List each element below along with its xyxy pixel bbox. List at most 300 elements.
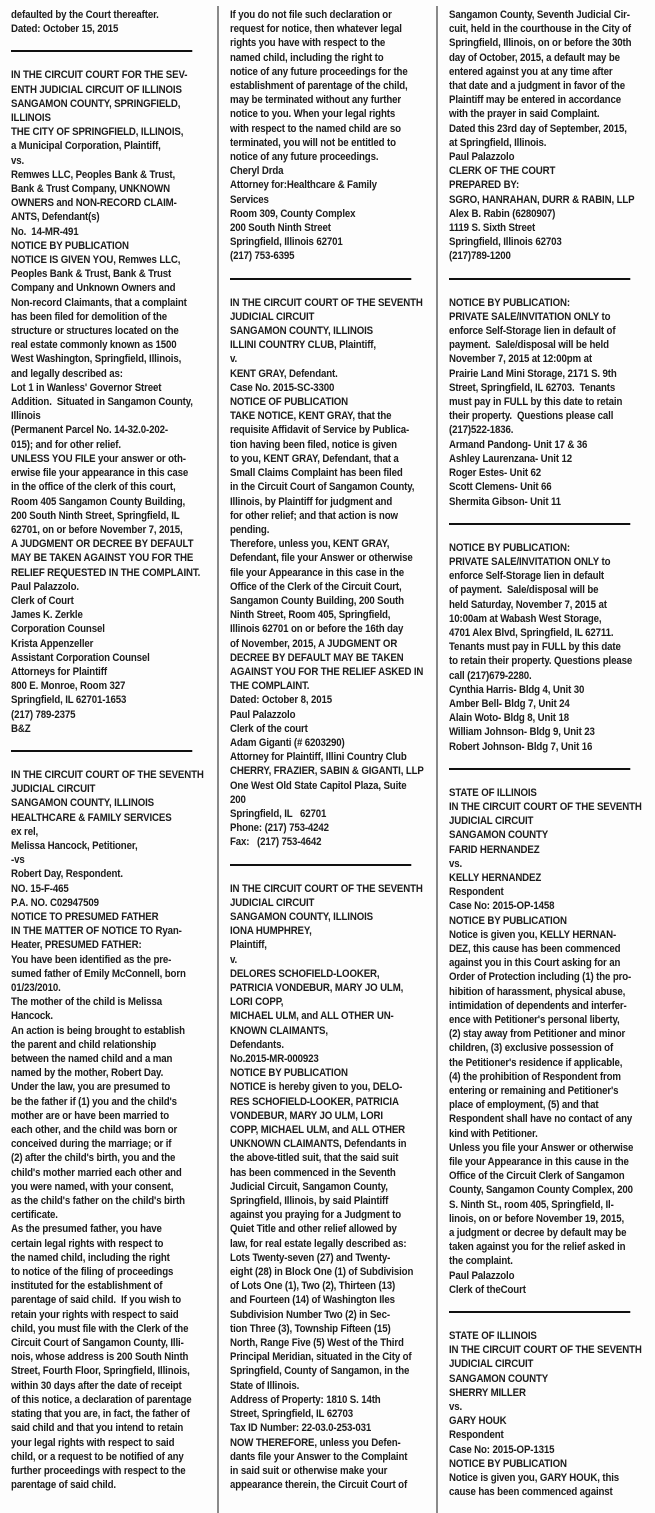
notice-line: Lot 1 in Wanless' Governor Street <box>11 381 162 394</box>
notice-line: MICHAEL ULM, and ALL OTHER UN- <box>230 1010 394 1023</box>
notice-line: dants file your Answer to the Complaint <box>230 1450 408 1463</box>
notice-line: Alain Woto- Bldg 8, Unit 18 <box>449 712 569 725</box>
notice-line: Ninth Street, Room 405, Springfield, <box>230 609 391 622</box>
notice-line: S. Ninth St., room 405, Springfield, Il- <box>449 1198 614 1211</box>
notice-line: Lots Twenty-seven (27) and Twenty- <box>230 1251 391 1264</box>
notice-line: at Springfield, Illinois. <box>449 136 547 149</box>
notice-line: Case No: 2015-OP-1315 <box>449 1443 555 1456</box>
notice-line: child, you must file with the Clerk of the <box>11 1322 189 1335</box>
notice-line: Peoples Bank & Trust, Bank & Trust <box>11 268 172 281</box>
notice-line: (4) the prohibition of Respondent from <box>449 1070 621 1083</box>
notice-line: may be terminated without any further <box>230 94 402 107</box>
notice-line: Paul Palazzolo <box>449 1269 515 1282</box>
notice-line: Tenants must pay in FULL by this date <box>449 641 621 654</box>
notice-line: Tax ID Number: 22-03.0-253-031 <box>230 1422 372 1435</box>
notice-line: Notice is given you, GARY HOUK, this <box>449 1472 620 1485</box>
notice-line: entered against you at any time after <box>449 65 613 78</box>
notice-line: kind with Petitioner. <box>449 1127 538 1140</box>
notice-line: Cheryl Drda <box>230 165 284 178</box>
notice-line: your legal rights with respect to said <box>11 1436 175 1449</box>
legal-notice <box>11 68 213 736</box>
notice-line: SANGAMON COUNTY, ILLINOIS <box>11 797 154 810</box>
legal-notice <box>449 296 651 509</box>
notice-line: ence with Petitioner's personal liberty, <box>449 1014 620 1026</box>
notice-line: 01/23/2010. <box>11 982 61 994</box>
notice-line: nois, whose address is 200 South Ninth <box>11 1351 189 1364</box>
notice-line: rights you have with respect to the <box>230 37 386 50</box>
notice-line: appearance therein, the Circuit Court of <box>230 1479 408 1492</box>
notice-line: PATRICIA VONDEBUR, MARY JO ULM, <box>230 982 404 994</box>
notice-line: DELORES SCHOFIELD-LOOKER, <box>230 967 380 980</box>
notice-line: CLERK OF THE COURT <box>449 165 556 178</box>
notice-line: Addition. Situated in Sangamon County, <box>11 396 193 409</box>
notice-line: IN THE CIRCUIT COURT OF THE SEVENTH <box>230 296 423 309</box>
notice-line: SANGAMON COUNTY <box>449 829 549 842</box>
notice-line: Respondent shall have no contact of any <box>449 1113 633 1126</box>
notice-line: ENTH JUDICIAL CIRCUIT OF ILLINOIS <box>11 83 182 96</box>
notice-line: structure or structures located on the <box>11 325 179 338</box>
notice-line: notice to you. When your legal rights <box>230 108 396 121</box>
notice-line: Defendant, file your Answer or otherwise <box>230 552 413 565</box>
notice-line: and Fourteen (14) of Washington Iles <box>230 1294 395 1307</box>
notice-line: Office of the Circuit Clerk of Sangamon <box>449 1170 625 1183</box>
notice-line: 015); and for other relief. <box>11 438 121 451</box>
notice-line: as the child's father on the child's birth <box>11 1195 185 1208</box>
notice-line: As the presumed father, you have <box>11 1223 162 1236</box>
notice-line: (217)789-1200 <box>449 250 511 263</box>
notice-line: 200 <box>230 793 246 806</box>
notice-line: Street, Springfield, IL 62703 <box>230 1408 353 1421</box>
notice-line: Paul Palazzolo <box>449 151 515 164</box>
notice-line: notice of any future proceedings. <box>230 151 379 164</box>
notice-line: Krista Appenzeller <box>11 637 94 650</box>
notice-line: erwise file your appearance in this case <box>11 467 189 480</box>
notice-line: place of employment, (5) and that <box>449 1099 599 1112</box>
notice-line: Dated: October 8, 2015 <box>230 694 333 707</box>
notice-line: NOTICE IS GIVEN YOU, Remwes LLC, <box>11 254 181 267</box>
notice-line: One West Old State Capitol Plaza, Suite <box>230 779 407 792</box>
notice-line: be the father if (1) you and the child's <box>11 1095 177 1108</box>
notice-line: day of October, 2015, a default may be <box>449 51 620 64</box>
notice-line: B&Z <box>11 722 31 735</box>
notice-line: IN THE CIRCUIT COURT OF THE SEVENTH <box>449 1344 642 1357</box>
notice-line: Therefore, unless you, KENT GRAY, <box>230 538 390 551</box>
notice-line: Shermita Gibson- Unit 11 <box>449 495 561 508</box>
notice-line: Sangamon County Building, 200 South <box>230 594 404 607</box>
notice-line: the parent and child relationship <box>11 1038 157 1051</box>
notice-line: has been filed for demolition of the <box>11 310 168 323</box>
notice-divider <box>230 864 412 866</box>
notice-line: vs. <box>11 154 25 167</box>
notice-line: Case No: 2015-OP-1458 <box>449 900 555 913</box>
notice-line: Illinois <box>11 410 41 423</box>
notice-line: for other relief; and that action is now <box>230 509 398 522</box>
notice-line: Address of Property: 1810 S. 14th <box>230 1393 381 1406</box>
notice-line: CHERRY, FRAZIER, SABIN & GIGANTI, LLP <box>230 765 424 778</box>
notice-line: the complaint. <box>449 1255 513 1268</box>
notice-line: Springfield, Illinois, by said Plaintiff <box>230 1195 389 1208</box>
notice-line: THE COMPLAINT. <box>230 680 310 693</box>
notice-line: Paul Palazzolo <box>230 708 296 721</box>
notice-line: certificate. <box>11 1209 58 1222</box>
notice-line: Robert Johnson- Bldg 7, Unit 16 <box>449 740 593 753</box>
notice-line: Attorney for:Healthcare & Family <box>230 179 377 192</box>
notice-line: JUDICIAL CIRCUIT <box>11 783 96 796</box>
notice-line: call (217)679-2280. <box>449 669 532 682</box>
notice-line: IONA HUMPHREY, <box>230 925 312 938</box>
notice-line: ANTS, Defendant(s) <box>11 211 100 224</box>
notice-line: against you praying for a Judgment to <box>230 1209 401 1222</box>
notice-line: COPP, MICHAEL ULM, and ALL OTHER <box>230 1124 406 1137</box>
notice-line: November 7, 2015 at 12:00pm at <box>449 353 592 366</box>
notice-line: Alex B. Rabin (6280907) <box>449 207 556 220</box>
notice-line: a Municipal Corporation, Plaintiff, <box>11 140 161 153</box>
notice-line: County, Sangamon County Complex, 200 <box>449 1184 633 1197</box>
notice-line: Quiet Title and other relief allowed by <box>230 1223 397 1236</box>
notice-divider <box>11 750 193 752</box>
notice-line: Office of the Clerk of the Circuit Court, <box>230 580 402 593</box>
notice-line: State of Illinois. <box>230 1379 300 1392</box>
notice-line: 62701, on or before November 7, 2015, <box>11 523 183 536</box>
notice-divider <box>11 50 193 52</box>
notice-line: P.A. NO. C02947509 <box>11 896 99 909</box>
notice-line: Under the law, you are presumed to <box>11 1081 171 1094</box>
notices-column-2 <box>219 6 436 1513</box>
notice-line: GARY HOUK <box>449 1415 507 1428</box>
notice-line: file your Appearance in this cause in the <box>449 1156 629 1169</box>
notices-column-1 <box>0 6 217 1513</box>
notice-line: Springfield, Illinois 62703 <box>449 236 562 249</box>
notice-line: An action is being brought to establish <box>11 1024 185 1037</box>
notice-line: 200 South Ninth Street, Springfield, IL <box>11 509 180 522</box>
notice-line: -vs <box>11 854 25 867</box>
notices-column-2-content <box>230 8 432 1492</box>
notice-line: North, Range Five (5) West of the Third <box>230 1337 404 1350</box>
notice-line: Non-record Claimants, that a complaint <box>11 296 187 309</box>
notice-line: Springfield, IL 62701 <box>230 807 327 820</box>
notice-line: TAKE NOTICE, KENT GRAY, that the <box>230 410 392 423</box>
notice-line: has been commenced in the Seventh <box>230 1166 396 1179</box>
legal-notice <box>449 541 651 754</box>
notice-line: AGAINST YOU FOR THE RELIEF ASKED IN <box>230 665 424 678</box>
notice-line: Illinois, by Plaintiff for judgment and <box>230 495 393 508</box>
notice-line: ex rel, <box>11 825 39 838</box>
notice-line: vs. <box>449 857 463 870</box>
notice-line: in the office of the clerk of this court, <box>11 481 176 494</box>
notice-line: UNKNOWN CLAIMANTS, Defendants in <box>230 1138 407 1151</box>
notice-line: No. 14-MR-491 <box>11 225 79 238</box>
notice-line: each other, and the child was born or <box>11 1124 178 1137</box>
notice-line: Clerk of Court <box>11 594 74 607</box>
notice-line: NOTICE TO PRESUMED FATHER <box>11 910 159 923</box>
notice-line: Paul Palazzolo. <box>11 580 79 593</box>
notice-line: VONDEBUR, MARY JO ULM, LORI <box>230 1109 383 1122</box>
notice-line: JUDICIAL CIRCUIT <box>449 815 534 828</box>
notice-line: entering or remaining and Petitioner's <box>449 1085 619 1098</box>
notice-line: NOW THEREFORE, unless you Defen- <box>230 1436 401 1449</box>
notice-line: Attorney for Plaintiff, Illini Country Club <box>230 751 407 764</box>
notice-line: Plaintiff, <box>230 939 267 952</box>
legal-notice <box>449 786 651 1297</box>
notice-line: between the named child and a man <box>11 1053 173 1066</box>
legal-notice <box>230 8 432 264</box>
notice-line: with respect to the named child are so <box>230 122 401 135</box>
notice-line: Order of Protection including (1) the pro- <box>449 971 632 984</box>
notice-line: held Saturday, November 7, 2015 at <box>449 598 607 611</box>
notice-line: Unless you file your Answer or otherwise <box>449 1141 634 1154</box>
notice-line: Subdivision Number Two (2) in Sec- <box>230 1308 390 1321</box>
notice-line: Fax: (217) 753-4642 <box>230 836 322 849</box>
notice-line: cause has been commenced against <box>449 1486 613 1499</box>
notice-line: SANGAMON COUNTY, ILLINOIS <box>230 325 373 338</box>
notice-line: Cynthia Harris- Bldg 4, Unit 30 <box>449 683 585 696</box>
notice-line: Illinois 62701 on or before the 16th day <box>230 623 404 636</box>
notice-line: real estate commonly known as 1500 <box>11 339 177 352</box>
notice-line: Services <box>230 193 269 206</box>
notice-line: JUDICIAL CIRCUIT <box>230 896 315 909</box>
notice-line: 800 E. Monroe, Room 327 <box>11 680 126 693</box>
notice-line: hibition of harassment, physical abuse, <box>449 985 626 998</box>
notice-line: NOTICE BY PUBLICATION <box>449 914 567 927</box>
notice-line: and legally described as: <box>11 367 123 380</box>
notice-line: of November, 2015, A JUDGMENT OR <box>230 637 398 650</box>
notice-line: Clerk of the court <box>230 722 308 735</box>
notice-line: Principal Meridian, situated in the City of <box>230 1351 412 1364</box>
notice-line: JUDICIAL CIRCUIT <box>230 310 315 323</box>
notice-line: sumed father of Emily McConnell, born <box>11 967 186 980</box>
notice-line: SHERRY MILLER <box>449 1386 526 1399</box>
notice-line: NOTICE is hereby given to you, DELO- <box>230 1081 403 1094</box>
notice-line: NOTICE BY PUBLICATION: <box>449 541 570 554</box>
notice-line: defaulted by the Court thereafter. <box>11 9 159 21</box>
notice-divider <box>449 1311 631 1313</box>
notice-line: file your Appearance in this case in the <box>230 566 405 579</box>
notice-line: Robert Day, Respondent. <box>11 868 123 881</box>
legal-notice <box>449 1329 651 1499</box>
notice-line: request for notice, then whatever legal <box>230 23 402 36</box>
notice-divider <box>449 523 631 525</box>
notice-line: A JUDGMENT OR DECREE BY DEFAULT <box>11 538 194 551</box>
notice-line: Attorneys for Plaintiff <box>11 665 107 678</box>
notice-line: mother are or have been married to <box>11 1109 169 1122</box>
notice-line: to you, KENT GRAY, Defendant, that a <box>230 452 399 465</box>
notice-line: (217)522-1836. <box>449 424 514 437</box>
notice-line: (217) 789-2375 <box>11 708 76 721</box>
notice-line: STATE OF ILLINOIS <box>449 786 537 799</box>
notice-line: Prairie Land Mini Storage, 2171 S. 9th <box>449 367 617 380</box>
legal-notice <box>11 768 213 1492</box>
notice-line: tion Three (3), Township Fifteen (15) <box>230 1322 391 1335</box>
notice-line: 200 South Ninth Street <box>230 222 331 235</box>
notice-line: Phone: (217) 753-4242 <box>230 822 329 835</box>
notice-line: LORI COPP, <box>230 996 284 1009</box>
notice-divider <box>449 278 631 280</box>
notice-line: in said suit or otherwise make your <box>230 1464 388 1477</box>
notice-line: requisite Affidavit of Service by Publica- <box>230 424 410 437</box>
notice-line: retain your rights with respect to said <box>11 1308 179 1321</box>
notice-line: DECREE BY DEFAULT MAY BE TAKEN <box>230 651 404 664</box>
notice-line: parentage of said child. <box>11 1479 116 1492</box>
notice-line: Armand Pandong- Unit 17 & 36 <box>449 438 588 451</box>
notice-line: JUDICIAL CIRCUIT <box>449 1358 534 1371</box>
notice-line: that date and a judgment in favor of the <box>449 80 625 93</box>
notice-line: Dated: October 15, 2015 <box>11 23 119 36</box>
notice-line: UNLESS YOU FILE your answer or oth- <box>11 452 186 465</box>
notice-line: intimidation of dependents and interfer- <box>449 999 627 1012</box>
notice-line: Springfield, Illinois 62701 <box>230 236 343 249</box>
notice-line: Circuit Court of Sangamon County, Illi- <box>11 1337 184 1350</box>
notice-line: 10:00am at Wabash West Storage, <box>449 612 602 625</box>
notice-line: Heater, PRESUMED FATHER: <box>11 939 142 952</box>
notice-line: West Washington, Springfield, Illinois, <box>11 353 182 366</box>
notice-line: Clerk of theCourt <box>449 1283 526 1296</box>
notice-line: parentage of said child. If you wish to <box>11 1294 182 1307</box>
notice-line: (Permanent Parcel No. 14-32.0-202- <box>11 424 168 437</box>
notice-line: vs. <box>449 1401 463 1414</box>
notice-line: IN THE CIRCUIT COURT FOR THE SEV- <box>11 69 188 82</box>
notice-line: Street, Fourth Floor, Springfield, Illinois, <box>11 1365 190 1378</box>
notice-line: You have been identified as the pre- <box>11 953 172 966</box>
notice-line: Respondent <box>449 886 504 899</box>
notice-line: of this notice, a declaration of parentage <box>11 1393 192 1406</box>
notice-line: PRIVATE SALE/INVITATION ONLY to <box>449 555 611 568</box>
notice-line: notice of any future proceedings for the <box>230 65 408 78</box>
notice-line: against you in this Court asking for an <box>449 957 621 970</box>
notice-line: ILLINOIS <box>11 112 51 125</box>
notice-line: certain legal rights with respect to <box>11 1237 164 1250</box>
notice-line: Remwes LLC, Peoples Bank & Trust, <box>11 168 176 181</box>
notice-line: KNOWN CLAIMANTS, <box>230 1024 328 1037</box>
notice-line: children, (3) exclusive possession of <box>449 1042 614 1055</box>
notice-line: No.2015-MR-000923 <box>230 1053 319 1066</box>
notice-line: pending. <box>230 523 270 536</box>
notice-line: within 30 days after the date of receipt <box>11 1379 182 1392</box>
notice-line: Springfield, County of Sangamon, in the <box>230 1365 410 1378</box>
notice-line: Plaintiff may be entered in accordance <box>449 94 621 107</box>
notice-line: IN THE CIRCUIT COURT OF THE SEVENTH <box>449 800 642 813</box>
notices-column-3 <box>438 6 655 1513</box>
notice-line: 1119 S. Sixth Street <box>449 222 536 235</box>
notice-line: IN THE CIRCUIT COURT OF THE SEVENTH <box>11 768 204 781</box>
notice-line: establishment of parentage of the child, <box>230 80 408 93</box>
notice-line: William Johnson- Bldg 9, Unit 23 <box>449 726 595 739</box>
notice-line: a judgment or decree by default may be <box>449 1227 627 1240</box>
notice-line: (217) 753-6395 <box>230 250 295 263</box>
notice-line: (2) stay away from Petitioner and minor <box>449 1028 626 1041</box>
notice-line: tion having been filed, notice is given <box>230 438 397 451</box>
notice-line: Bank & Trust Company, UNKNOWN <box>11 183 170 196</box>
notice-line: Corporation Counsel <box>11 623 105 636</box>
notice-line: NOTICE BY PUBLICATION <box>449 1457 567 1470</box>
notice-line: Amber Bell- Bldg 7, Unit 24 <box>449 697 570 710</box>
notice-line: KELLY HERNANDEZ <box>449 871 542 884</box>
notice-line: THE CITY OF SPRINGFIELD, ILLINOIS, <box>11 126 184 139</box>
notice-line: Adam Giganti (# 6203290) <box>230 736 345 749</box>
notice-line: Respondent <box>449 1429 504 1442</box>
notice-divider <box>230 278 412 280</box>
notice-line: MAY BE TAKEN AGAINST YOU FOR THE <box>11 552 194 565</box>
notice-line: IN THE MATTER OF NOTICE TO Ryan- <box>11 925 182 938</box>
notice-line: Street, Springfield, IL 62703. Tenants <box>449 381 616 394</box>
notice-line: HEALTHCARE & FAMILY SERVICES <box>11 811 172 824</box>
notice-line: Roger Estes- Unit 62 <box>449 467 542 480</box>
notice-line: Defendants. <box>230 1038 284 1051</box>
notice-line: further proceedings with respect to the <box>11 1464 186 1477</box>
notice-line: enforce Self-Storage lien in default of <box>449 325 616 338</box>
notice-line: NOTICE BY PUBLICATION <box>11 239 129 252</box>
notice-line: law, for real estate legally described as: <box>230 1237 407 1250</box>
notice-line: of payment. Sale/disposal will be <box>449 584 599 597</box>
notice-line: NOTICE BY PUBLICATION: <box>449 296 570 309</box>
notice-line: of Lots One (1), Two (2), Thirteen (13) <box>230 1280 396 1293</box>
notice-line: Judicial Circuit, Sangamon County, <box>230 1180 388 1193</box>
notice-line: SANGAMON COUNTY, ILLINOIS <box>230 910 373 923</box>
notice-line: OWNERS and NON-RECORD CLAIM- <box>11 197 177 210</box>
notice-line: v. <box>230 353 238 366</box>
notice-line: SANGAMON COUNTY <box>449 1372 549 1385</box>
notice-line: (2) after the child's birth, you and the <box>11 1152 176 1165</box>
legal-notice <box>230 296 432 850</box>
notice-line: PRIVATE SALE/INVITATION ONLY to <box>449 310 611 323</box>
notice-line: If you do not file such declaration or <box>230 9 392 21</box>
notice-line: cuit, held in the courthouse in the City of <box>449 23 632 36</box>
notice-line: SGRO, HANRAHAN, DURR & RABIN, LLP <box>449 193 635 206</box>
notice-line: the named child, including the right <box>11 1251 170 1264</box>
notice-line: FARID HERNANDEZ <box>449 843 540 856</box>
notice-line: Springfield, Illinois, on or before the 30th <box>449 37 632 50</box>
notice-line: RES SCHOFIELD-LOOKER, PATRICIA <box>230 1095 399 1108</box>
notice-line: named child, including the right to <box>230 51 384 64</box>
notice-line: Scott Clemens- Unit 66 <box>449 481 552 494</box>
notices-column-3-content <box>449 8 651 1500</box>
notice-line: KENT GRAY, Defendant. <box>230 367 338 380</box>
notice-divider <box>449 768 631 770</box>
notice-line: taken against you for the relief asked in <box>449 1241 626 1254</box>
notice-line: Melissa Hancock, Petitioner, <box>11 839 138 852</box>
notice-line: the Petitioner's residence if applicable, <box>449 1056 623 1069</box>
notice-line: Ashley Laurenzana- Unit 12 <box>449 452 572 465</box>
notice-line: said child and that you intend to retain <box>11 1422 184 1435</box>
notice-line: DEZ, this cause has been commenced <box>449 942 621 955</box>
notice-line: instituted for the establishment of <box>11 1280 163 1293</box>
notice-line: linois, on or before November 19, 2015, <box>449 1212 625 1225</box>
notices-column-1-content <box>11 8 213 1492</box>
notice-line: payment. Sale/disposal will be held <box>449 339 609 352</box>
notice-line: Room 405 Sangamon County Building, <box>11 495 186 508</box>
notice-line: in the Circuit Court of Sangamon County, <box>230 481 415 494</box>
notice-line: Room 309, County Complex <box>230 207 356 220</box>
notice-line: must pay in FULL by this date to retain <box>449 396 623 409</box>
legal-notice <box>11 8 213 36</box>
notice-line: the above-titled suit, that the said suit <box>230 1152 399 1165</box>
notice-line: Case No. 2015-SC-3300 <box>230 381 335 394</box>
notice-line: child's mother married each other and <box>11 1166 182 1179</box>
notice-line: child, or a request to be notified of any <box>11 1450 184 1463</box>
notice-line: 4701 Alex Blvd, Springfield, IL 62711. <box>449 626 614 639</box>
notice-line: to notice of the filing of proceedings <box>11 1266 174 1279</box>
notice-line: named by the mother, Robert Day. <box>11 1067 164 1080</box>
legal-notice <box>230 882 432 1493</box>
notice-line: to retain their property. Questions please <box>449 655 633 668</box>
notice-line: Dated this 23rd day of September, 2015, <box>449 122 627 135</box>
notice-line: NOTICE BY PUBLICATION <box>230 1067 348 1080</box>
legal-notice <box>449 8 651 264</box>
notice-line: SANGAMON COUNTY, SPRINGFIELD, <box>11 97 181 110</box>
notice-line: PREPARED BY: <box>449 179 520 192</box>
notice-line: you were named, with your consent, <box>11 1180 174 1193</box>
notice-line: with the prayer in said Complaint. <box>449 108 600 121</box>
notice-line: v. <box>230 953 238 966</box>
